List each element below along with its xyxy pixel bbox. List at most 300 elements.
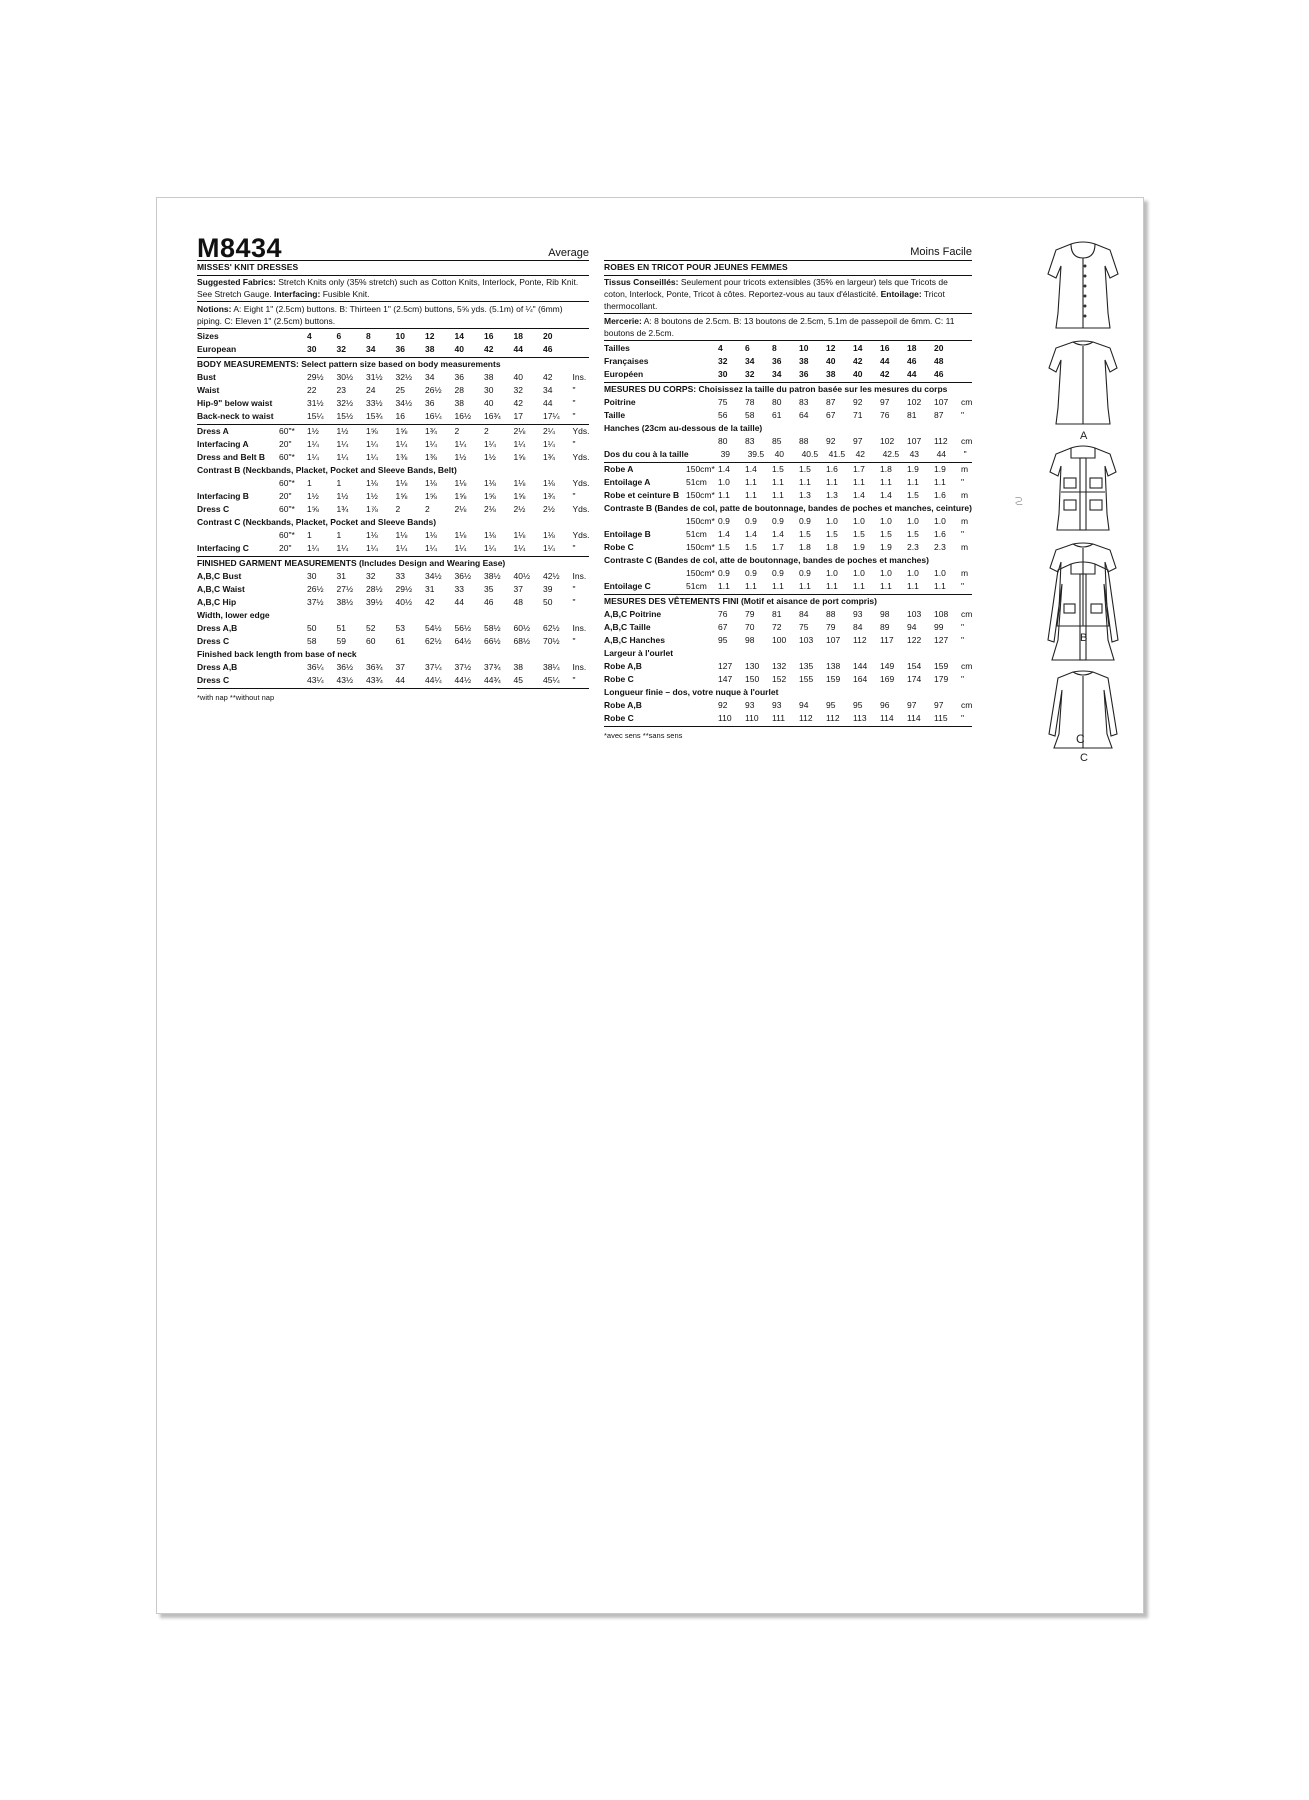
value-cell: 110	[745, 713, 759, 723]
unit: "	[961, 529, 965, 539]
value-cell: 154	[907, 661, 922, 671]
value-cell: 92	[718, 700, 728, 710]
value-cell: 1.1	[826, 581, 838, 591]
value-cell: 1⅛	[395, 530, 408, 540]
table-row	[604, 541, 972, 554]
value-cell: 28½	[366, 584, 383, 594]
pattern-number: M8434	[197, 233, 283, 263]
value-cell: 1	[307, 478, 312, 488]
size-cell: 32	[336, 344, 346, 354]
dress-b-front-sketch	[1050, 446, 1116, 530]
row-label: Bust	[197, 372, 216, 382]
value-cell: 149	[880, 661, 895, 671]
unit: Yds.	[572, 478, 590, 488]
fabric-width: 60"*	[279, 426, 295, 436]
value-cell: 100	[772, 635, 787, 645]
finished-measurements-title-fr: MESURES DES VÊTEMENTS FINI (Motif et aisance de port compris)	[604, 596, 877, 606]
size-cell: 44	[907, 369, 917, 379]
value-cell: 67	[826, 410, 836, 420]
pattern-title: MISSES' KNIT DRESSES	[197, 261, 589, 276]
value-cell: 1.0	[853, 568, 865, 578]
value-cell: 97	[907, 700, 917, 710]
value-cell: 1⅜	[395, 452, 408, 462]
size-cell: 12	[425, 331, 435, 341]
value-cell: 1.9	[880, 542, 892, 552]
unit: cm	[961, 700, 973, 710]
size-cell: 34	[745, 356, 755, 366]
value-cell: 164	[853, 674, 868, 684]
value-cell: 42	[543, 372, 553, 382]
value-cell: 83	[799, 397, 809, 407]
fabrics-block-fr	[604, 276, 972, 314]
value-cell: 60	[366, 636, 376, 646]
value-cell: 76	[718, 609, 728, 619]
notions-block	[197, 303, 589, 329]
unit: m	[961, 568, 969, 578]
value-cell: 42.5	[882, 449, 900, 459]
value-cell: 1.1	[880, 477, 892, 487]
value-cell: 44½	[454, 675, 472, 685]
value-cell: 59	[336, 636, 346, 646]
value-cell: 84	[799, 609, 809, 619]
row-label: Back-neck to waist	[197, 411, 274, 421]
size-cell: 10	[799, 343, 809, 353]
row-label: Dress A,B	[197, 623, 238, 633]
table-row	[197, 371, 589, 384]
size-cell: 14	[454, 331, 464, 341]
size-cell: 44	[880, 356, 890, 366]
value-cell: 22	[307, 385, 317, 395]
size-cell: 46	[543, 344, 553, 354]
value-cell: 1¼	[454, 543, 467, 553]
table-row	[604, 435, 972, 448]
value-cell: 1.1	[934, 581, 946, 591]
unit: "	[963, 449, 967, 459]
value-cell: 99	[934, 622, 944, 632]
value-cell: 43½	[336, 675, 354, 685]
value-cell: 1⅛	[513, 478, 526, 488]
table-row	[604, 712, 972, 725]
value-cell: 1⅛	[395, 478, 408, 488]
value-cell: 1⅛	[454, 478, 467, 488]
section-heading: Width, lower edge	[197, 610, 270, 620]
interfacing-label: Interfacing:	[274, 289, 321, 299]
section-heading: Largeur à l'ourlet	[604, 648, 674, 658]
value-cell: 107	[826, 635, 841, 645]
row-label: Robe A,B	[604, 661, 642, 671]
value-cell: 2	[425, 504, 430, 514]
value-cell: 32½	[395, 372, 413, 382]
value-cell: 32	[366, 571, 376, 581]
value-cell: 1½	[307, 426, 319, 436]
value-cell: 138	[826, 661, 841, 671]
unit: Yds.	[572, 426, 590, 436]
value-cell: 30½	[336, 372, 354, 382]
value-cell: 1¼	[513, 439, 526, 449]
value-cell: 1¼	[484, 439, 496, 449]
value-cell: 80	[718, 436, 728, 446]
value-cell: 1.0	[826, 568, 838, 578]
table-row	[197, 438, 589, 451]
value-cell: 58	[307, 636, 317, 646]
table-row	[197, 477, 589, 490]
value-cell: 27½	[336, 584, 354, 594]
size-cell: 18	[907, 343, 917, 353]
value-cell: 53	[395, 623, 405, 633]
value-cell: 43	[909, 449, 920, 459]
unit: Ins.	[572, 623, 587, 633]
value-cell: 1⅝	[366, 426, 378, 436]
value-cell: 42	[513, 398, 523, 408]
value-cell: 1.1	[745, 490, 757, 500]
value-cell: 0.9	[772, 568, 784, 578]
table-row	[197, 635, 589, 648]
value-cell: 88	[799, 436, 809, 446]
size-cell: 40	[826, 356, 836, 366]
value-cell: 174	[907, 674, 922, 684]
size-cell: 32	[745, 369, 755, 379]
fabric-width: 51cm	[686, 477, 707, 487]
unit: cm	[961, 397, 973, 407]
value-cell: 1⅝	[307, 504, 319, 514]
value-cell: 29½	[307, 372, 324, 382]
table-row	[197, 425, 589, 438]
value-cell: 1.0	[718, 477, 730, 487]
row-label: Entoilage C	[604, 581, 651, 591]
value-cell: 24	[366, 385, 376, 395]
value-cell: 79	[745, 609, 755, 619]
value-cell: 75	[718, 397, 728, 407]
footnote: *with nap **without nap	[197, 693, 275, 702]
size-cell: 36	[395, 344, 405, 354]
value-cell: 1⅛	[425, 478, 437, 488]
view-b-label: B	[1080, 632, 1088, 644]
value-cell: 94	[907, 622, 917, 632]
value-cell: 1¼	[425, 543, 437, 553]
fabric-width: 60"*	[279, 530, 295, 540]
value-cell: 1.6	[826, 464, 838, 474]
unit: "	[961, 622, 965, 632]
value-cell: 1½	[307, 491, 319, 501]
value-cell: 50	[307, 623, 317, 633]
value-cell: 2½	[543, 504, 555, 514]
value-cell: 45¼	[543, 675, 560, 685]
value-cell: 1.7	[772, 542, 784, 552]
value-cell: 97	[853, 436, 863, 446]
value-cell: 1¼	[307, 543, 319, 553]
yardage-block	[197, 425, 589, 557]
value-cell: 36½	[454, 571, 472, 581]
value-cell: 79	[826, 622, 836, 632]
value-cell: 1.5	[880, 529, 892, 539]
notions-text: A: Eight 1" (2.5cm) buttons. B: Thirteen 1" (2.5cm) buttons, 5⅝ yds. (5.1m) of ¼" (6mm) piping. C: Eleven 1" (2.5cm) buttons.	[197, 304, 563, 326]
value-cell: 29½	[395, 584, 413, 594]
value-cell: 2⅛	[513, 426, 526, 436]
value-cell: 81	[772, 609, 782, 619]
value-cell: 0.9	[718, 568, 730, 578]
value-cell: 1¼	[336, 452, 349, 462]
value-cell: 33	[395, 571, 405, 581]
table-row	[604, 580, 972, 593]
fabric-width: 60"*	[279, 452, 295, 462]
yardage-block-fr	[604, 463, 972, 595]
value-cell: 31	[336, 571, 346, 581]
value-cell: 88	[826, 609, 836, 619]
value-cell: 42½	[543, 571, 560, 581]
value-cell: 42	[855, 449, 866, 459]
value-cell: 1.0	[853, 516, 865, 526]
value-cell: 1.1	[907, 581, 919, 591]
fabrics-label: Suggested Fabrics:	[197, 277, 276, 287]
value-cell: 68½	[513, 636, 531, 646]
value-cell: 1¼	[454, 439, 467, 449]
value-cell: 34½	[425, 571, 442, 581]
value-cell: 58½	[484, 623, 501, 633]
size-cell: 30	[718, 369, 728, 379]
body-measurements-title: BODY MEASUREMENTS: Select pattern size based on body measurements	[197, 359, 501, 369]
value-cell: 38½	[484, 571, 501, 581]
value-cell: 155	[799, 674, 814, 684]
sizes-label: Sizes	[197, 331, 219, 341]
value-cell: 1⅛	[366, 530, 378, 540]
value-cell: 1½	[336, 426, 349, 436]
value-cell: 1.0	[907, 516, 919, 526]
view-c-group	[1040, 560, 1126, 764]
value-cell: 36	[454, 372, 464, 382]
table-row	[604, 528, 972, 541]
value-cell: 1.0	[826, 516, 838, 526]
dress-a-front-sketch	[1048, 242, 1118, 328]
value-cell: 1.4	[880, 490, 892, 500]
unit: "	[572, 385, 576, 395]
value-cell: 1¼	[366, 543, 378, 553]
value-cell: 1⅛	[454, 530, 467, 540]
unit: m	[961, 464, 969, 474]
value-cell: 1¼	[366, 439, 378, 449]
value-cell: 94	[799, 700, 809, 710]
value-cell: 76	[880, 410, 890, 420]
unit: cm	[961, 609, 973, 619]
pattern-title-fr: ROBES EN TRICOT POUR JEUNES FEMMES	[604, 261, 972, 276]
value-cell: 83	[745, 436, 755, 446]
value-cell: 56½	[454, 623, 472, 633]
value-cell: 1⅝	[395, 426, 408, 436]
unit: "	[961, 581, 965, 591]
table-row	[197, 542, 589, 555]
value-cell: 34½	[395, 398, 413, 408]
francaises-label: Françaises	[604, 356, 649, 366]
view-c-label: C	[1080, 752, 1088, 764]
value-cell: 0.9	[718, 516, 730, 526]
table-row	[604, 476, 972, 489]
value-cell: 40	[513, 372, 523, 382]
row-label: Dress C	[197, 675, 230, 685]
row-label: Dress C	[197, 636, 230, 646]
value-cell: 98	[745, 635, 755, 645]
value-cell: 130	[745, 661, 760, 671]
row-label: Robe C	[604, 674, 634, 684]
value-cell: 37¼	[425, 662, 442, 672]
value-cell: 58	[745, 410, 755, 420]
unit: cm	[961, 436, 973, 446]
unit: "	[961, 477, 965, 487]
value-cell: 1.1	[880, 581, 892, 591]
value-cell: 64	[799, 410, 809, 420]
value-cell: 150	[745, 674, 760, 684]
value-cell: 75	[799, 622, 809, 632]
value-cell: 112	[853, 635, 867, 645]
value-cell: 1½	[454, 452, 467, 462]
value-cell: 40	[484, 398, 494, 408]
unit: Ins.	[572, 571, 587, 581]
value-cell: 1	[307, 530, 312, 540]
notions-text-fr: A: 8 boutons de 2.5cm. B: 13 boutons de 2.5cm, 5.1m de passepoil de 6mm. C: 11 boutons de 2.5cm.	[604, 316, 955, 338]
section-heading: Hanches (23cm au-dessous de la taille)	[604, 423, 763, 433]
unit: "	[961, 635, 965, 645]
value-cell: 1¾	[543, 452, 555, 462]
value-cell: 23	[336, 385, 346, 395]
table-row	[197, 661, 589, 674]
pattern-envelope-back	[156, 197, 1144, 1614]
row-label: Robe C	[604, 542, 634, 552]
unit: Yds.	[572, 504, 590, 514]
value-cell: 93	[853, 609, 863, 619]
value-cell: 1.6	[934, 529, 946, 539]
table-row	[197, 674, 589, 687]
value-cell: 78	[745, 397, 755, 407]
value-cell: 56	[718, 410, 728, 420]
unit: "	[961, 410, 965, 420]
value-cell: 44¾	[484, 675, 501, 685]
value-cell: 1.1	[718, 581, 730, 591]
value-cell: 107	[907, 436, 922, 446]
european-label-fr: Européen	[604, 369, 644, 379]
row-label: Entoilage B	[604, 529, 651, 539]
table-row	[197, 622, 589, 635]
size-cell: 34	[772, 369, 782, 379]
value-cell: 37½	[307, 597, 324, 607]
notions-label-fr: Mercerie:	[604, 316, 642, 326]
value-cell: 48	[513, 597, 523, 607]
value-cell: 40½	[513, 571, 531, 581]
value-cell: 1.8	[799, 542, 811, 552]
value-cell: 1½	[336, 491, 349, 501]
value-cell: 1.8	[826, 542, 838, 552]
value-cell: 1.5	[772, 464, 784, 474]
value-cell: 1¼	[336, 439, 349, 449]
value-cell: 1.9	[934, 464, 946, 474]
value-cell: 62½	[543, 623, 560, 633]
value-cell: 1.8	[880, 464, 892, 474]
row-label: A,B,C Hip	[197, 597, 237, 607]
value-cell: 1¼	[484, 543, 496, 553]
dress-c-front-sketch-lines	[1048, 562, 1118, 660]
unit: "	[572, 398, 576, 408]
unit: "	[572, 411, 576, 421]
value-cell: 16	[395, 411, 405, 421]
value-cell: 16½	[454, 411, 472, 421]
row-label: A,B,C Bust	[197, 571, 242, 581]
value-cell: 28	[454, 385, 464, 395]
size-cell: 44	[513, 344, 523, 354]
row-label: A,B,C Taille	[604, 622, 651, 632]
value-cell: 1¾	[336, 504, 349, 514]
value-cell: 112	[826, 713, 840, 723]
interfacing-text-fr: Tricot thermocollant.	[604, 289, 945, 311]
fabric-width: 60"*	[279, 478, 295, 488]
size-cell: 38	[799, 356, 809, 366]
value-cell: 36¼	[307, 662, 324, 672]
value-cell: 1⅛	[484, 478, 496, 488]
value-cell: 1.5	[745, 542, 757, 552]
unit: "	[572, 675, 576, 685]
value-cell: 113	[853, 713, 867, 723]
unit: "	[572, 439, 576, 449]
value-cell: 36¾	[366, 662, 383, 672]
value-cell: 114	[880, 713, 894, 723]
value-cell: 112	[799, 713, 813, 723]
value-cell: 1.3	[826, 490, 838, 500]
value-cell: 25	[395, 385, 405, 395]
size-cell: 12	[826, 343, 836, 353]
dress-c-drawings	[1040, 560, 1126, 764]
value-cell: 95	[853, 700, 863, 710]
table-row	[197, 490, 589, 503]
row-label: Interfacing B	[197, 491, 249, 501]
value-cell: 66½	[484, 636, 501, 646]
value-cell: 1.1	[799, 581, 811, 591]
table-row	[604, 463, 972, 476]
value-cell: 1.4	[745, 529, 757, 539]
fabric-width: 51cm	[686, 581, 707, 591]
value-cell: 38¼	[543, 662, 560, 672]
value-cell: 71	[853, 410, 863, 420]
value-cell: 0.9	[745, 516, 757, 526]
value-cell: 44	[543, 398, 553, 408]
value-cell: 32½	[336, 398, 354, 408]
unit: "	[572, 597, 576, 607]
value-cell: 1.1	[745, 477, 757, 487]
value-cell: 1.5	[718, 542, 730, 552]
unit: "	[572, 584, 576, 594]
value-cell: 2⅛	[484, 504, 496, 514]
unit: Ins.	[572, 662, 587, 672]
sizes-row-fr	[604, 342, 972, 355]
value-cell: 34	[543, 385, 553, 395]
row-label: Dress and Belt B	[197, 452, 266, 462]
fabric-width: 20"	[279, 439, 292, 449]
size-cell: 30	[307, 344, 317, 354]
value-cell: 33	[454, 584, 464, 594]
value-cell: 52	[366, 623, 376, 633]
value-cell: 1.1	[772, 477, 784, 487]
row-label: A,B,C Hanches	[604, 635, 665, 645]
value-cell: 144	[853, 661, 868, 671]
fabric-width: 51cm	[686, 529, 707, 539]
size-cell: 8	[772, 343, 777, 353]
value-cell: 1.3	[799, 490, 811, 500]
size-cell: 18	[513, 331, 523, 341]
value-cell: 0.9	[799, 568, 811, 578]
value-cell: 0.9	[799, 516, 811, 526]
value-cell: 103	[799, 635, 814, 645]
row-label: Dress A,B	[197, 662, 238, 672]
row-label: Dos du cou à la taille	[604, 449, 689, 459]
body-measurements-title-fr: MESURES DU CORPS: Choisissez la taille du patron basée sur les mesures du corps	[604, 384, 948, 394]
value-cell: 114	[907, 713, 921, 723]
value-cell: 45	[513, 675, 523, 685]
value-cell: 1⅛	[366, 478, 378, 488]
